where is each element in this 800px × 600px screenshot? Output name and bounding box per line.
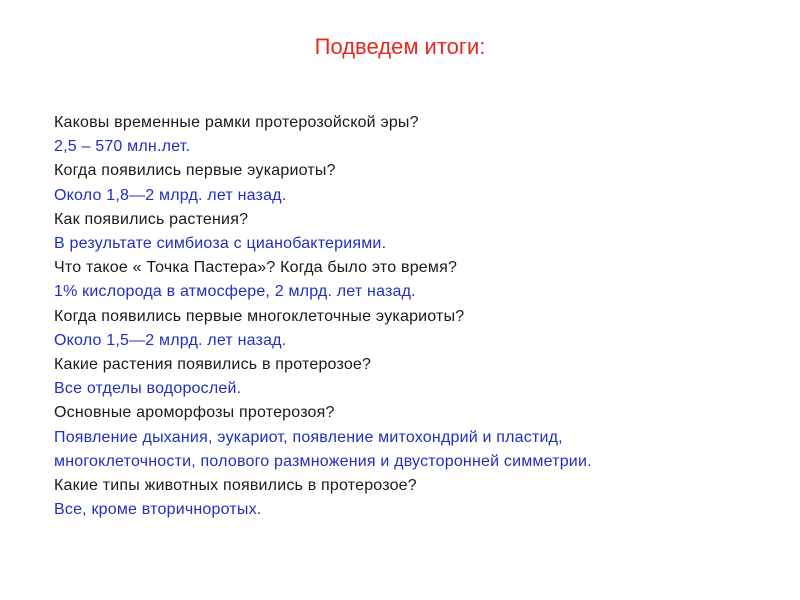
answer-line: 1% кислорода в атмосфере, 2 млрд. лет назад. xyxy=(54,283,416,301)
question-line: Что такое « Точка Пастера»? Когда было это время? xyxy=(54,259,458,277)
answer-line: Все отделы водорослей. xyxy=(54,380,242,398)
question-line: Каковы временные рамки протерозойской эры? xyxy=(54,114,419,131)
answer-line: Около 1,5—2 млрд. лет назад. xyxy=(54,331,287,349)
answer-line: 2,5 – 570 млн.лет. xyxy=(54,138,191,156)
question-line: Какие типы животных появились в протерозое? xyxy=(54,477,417,495)
answer-line: Около 1,8—2 млрд. лет назад. xyxy=(54,186,287,204)
qa-list xyxy=(54,111,774,522)
question-line: Когда появились первые эукариоты? xyxy=(54,162,336,180)
answer-line: Появление дыхания, эукариот, появление митохондрий и пластид, xyxy=(54,428,563,446)
question-line: Основные ароморфозы протерозоя? xyxy=(54,404,335,422)
answer-line: В результате симбиоза с цианобактериями. xyxy=(54,235,387,253)
question-line: Когда появились первые многоклеточные эукариоты? xyxy=(54,307,465,325)
slide-title: Подведем итоги: xyxy=(314,34,486,59)
answer-line: Все, кроме вторичноротых. xyxy=(54,501,262,519)
question-line: Как появились растения? xyxy=(54,210,249,228)
answer-line: многоклеточности, полового размножения и двусторонней симметрии. xyxy=(54,452,592,470)
question-line: Какие растения появились в протерозое? xyxy=(54,356,372,374)
